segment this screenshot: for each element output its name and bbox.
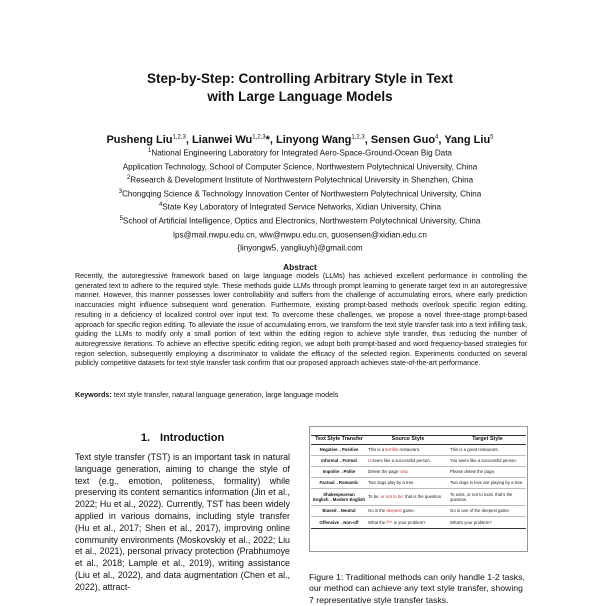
keywords <box>75 390 527 399</box>
table-row <box>311 478 526 489</box>
affiliation-line: Application Technology, School of Computer Science, Northwestern Polytechnical University, China <box>122 162 478 172</box>
author: Linyong Wang$^{1,2,3}$, <box>276 133 371 146</box>
table-row <box>311 489 526 506</box>
table-row <box>311 506 526 517</box>
target-sentence: Go is one of the deepest game. <box>449 506 526 517</box>
section-heading-introduction: 1. Introduction <box>140 432 225 444</box>
title-line-1: Step-by-Step: Controlling Arbitrary Style in Text <box>146 71 454 86</box>
introduction-text: Text style transfer (TST) is an important task in natural language generation, aiming to change the style of text (e.g., emotion, politeness, formality) while preserving its content semantics information (Jin et al., 2022; Hu et al., 2022). Currently, TST has been widely applied in various domains, including style transfer (Hu et al., 2017; Shen et al., 2017), improving online community environments (Moskovskiy et al., 2022; Liu et al., 2021), personal privacy protection (Prabhumoye et al., 2018; Lample et al., 2019), writing assistance (Liu et al., 2022), and data augmentation (Chen et al., 2022), attract- <box>75 452 290 592</box>
target-sentence: Two dogs in love are playing by a tree. <box>449 478 526 489</box>
author: Yang Liu$^5$ <box>444 133 494 146</box>
figure-table <box>311 435 526 529</box>
email-line: lps@mail.nwpu.edu.cn, wlw@nwpu.edu.cn, guosensen@xidian.edu.cn <box>173 230 427 240</box>
col-header: Source Style <box>367 436 449 445</box>
author-list <box>0 130 600 147</box>
transfer-type: Biased→Neutral <box>311 506 367 517</box>
target-sentence: Please delete the page. <box>449 466 526 477</box>
target-sentence: This is a great restaurant. <box>449 444 526 455</box>
author: Lianwei Wu$^{1,2,3}$*, <box>191 133 277 146</box>
source-sentence: What the f*** is your problem? <box>367 517 449 528</box>
affiliation-line: $^3$Chongqing Science & Technology Innovation Center of Northwestern Polytechnical University, China <box>118 188 482 199</box>
transfer-type: Informal→Formal <box>311 455 367 466</box>
author: Sensen Guo$^4$, <box>370 133 445 146</box>
abstract-heading: Abstract <box>283 262 317 272</box>
target-sentence: To exist, or not to exist, that's the question. <box>449 489 526 506</box>
source-sentence: Delete the page now. <box>367 466 449 477</box>
transfer-type: Shakespearean English→Modern English <box>311 489 367 506</box>
figure-caption: Figure 1: Traditional methods can only handle 1-2 tasks, our method can achieve any text style transfer, showing 7 representative style transfer tasks. <box>309 572 525 605</box>
affiliations <box>30 146 570 255</box>
table-row <box>311 455 526 466</box>
author: Pusheng Liu$^{1,2,3}$, <box>106 133 192 146</box>
col-header: Text Style Transfer <box>311 436 367 445</box>
transfer-type: Negative→Positive <box>311 444 367 455</box>
transfer-type: Impolite→Polite <box>311 466 367 477</box>
affiliation-line: $^4$State Key Laboratory of Integrated Service Networks, Xidian University, China <box>158 202 442 213</box>
col-header: Target Style <box>449 436 526 445</box>
table-row <box>311 517 526 528</box>
paper-title <box>0 70 600 106</box>
table-row <box>311 444 526 455</box>
abstract-text: Recently, the autoregressive framework based on large language models (LLMs) has achieved excellent performance in controlling the generated text to adhere to the required style. These methods guide LLMs through prompt learning to generate target text in an autoregressive manner. However, this manner possesses lower controllability and suffers from the challenge of accumulating errors, where early prediction inaccuracies might influence subsequent word generation. Furthermore, existing prompt-based methods overlook specific region editing, resulting in a deficiency of localized control over input text. To overcome these challenges, we propose a novel three-stage prompt-based approach for specific region editing. To alleviate the issue of accumulating errors, we transform the text style transfer task into a text infilling task, guiding the LLMs to modify only a small portion of text within the editing region to achieve style transfer, thus reducing the number of autoregressive iterations. To achieve an effective specific editing region, we adopt both prompt-based and word frequency-based strategies for region selection, subsequently employing a discriminator to validate the efficacy of the selected region. Experiments conducted on several publicly competitive datasets for text style transfer task confirm that our proposed approach achieves state-of-the-art performance. <box>75 273 527 368</box>
keywords-list: text style transfer, natural language generation, large language models <box>111 390 339 399</box>
source-sentence: To be, or not to be: that is the question. <box>367 489 449 506</box>
email-line: {linyongw5, yangliuyh}@gmail.com <box>237 243 363 253</box>
title-line-2: with Large Language Models <box>207 89 393 104</box>
target-sentence: You seem like a successful person. <box>449 455 526 466</box>
table-header-row <box>311 436 526 445</box>
affiliation-line: $^1$National Engineering Laboratory for Integrated Aero-Space-Ground-Ocean Big Data <box>148 148 452 158</box>
affiliation-line: $^5$School of Artificial Intelligence, Optics and Electronics, Northwestern Polytechnical University, China <box>119 215 481 226</box>
transfer-type: Factual→Romantic <box>311 478 367 489</box>
source-sentence: Two dogs play by a tree. <box>367 478 449 489</box>
source-sentence: This is a terrible restaurant. <box>367 444 449 455</box>
target-sentence: What's your problem? <box>449 517 526 528</box>
source-sentence: U seem like a successful person. <box>367 455 449 466</box>
affiliation-line: $^2$Research & Development Institute of Northwestern Polytechnical University in Shenzhen, China <box>126 175 474 185</box>
keywords-label: Keywords: <box>75 390 112 399</box>
source-sentence: Go is the deepest game. <box>367 506 449 517</box>
transfer-type: Offensive→Non-off <box>311 517 367 528</box>
table-row <box>311 466 526 477</box>
